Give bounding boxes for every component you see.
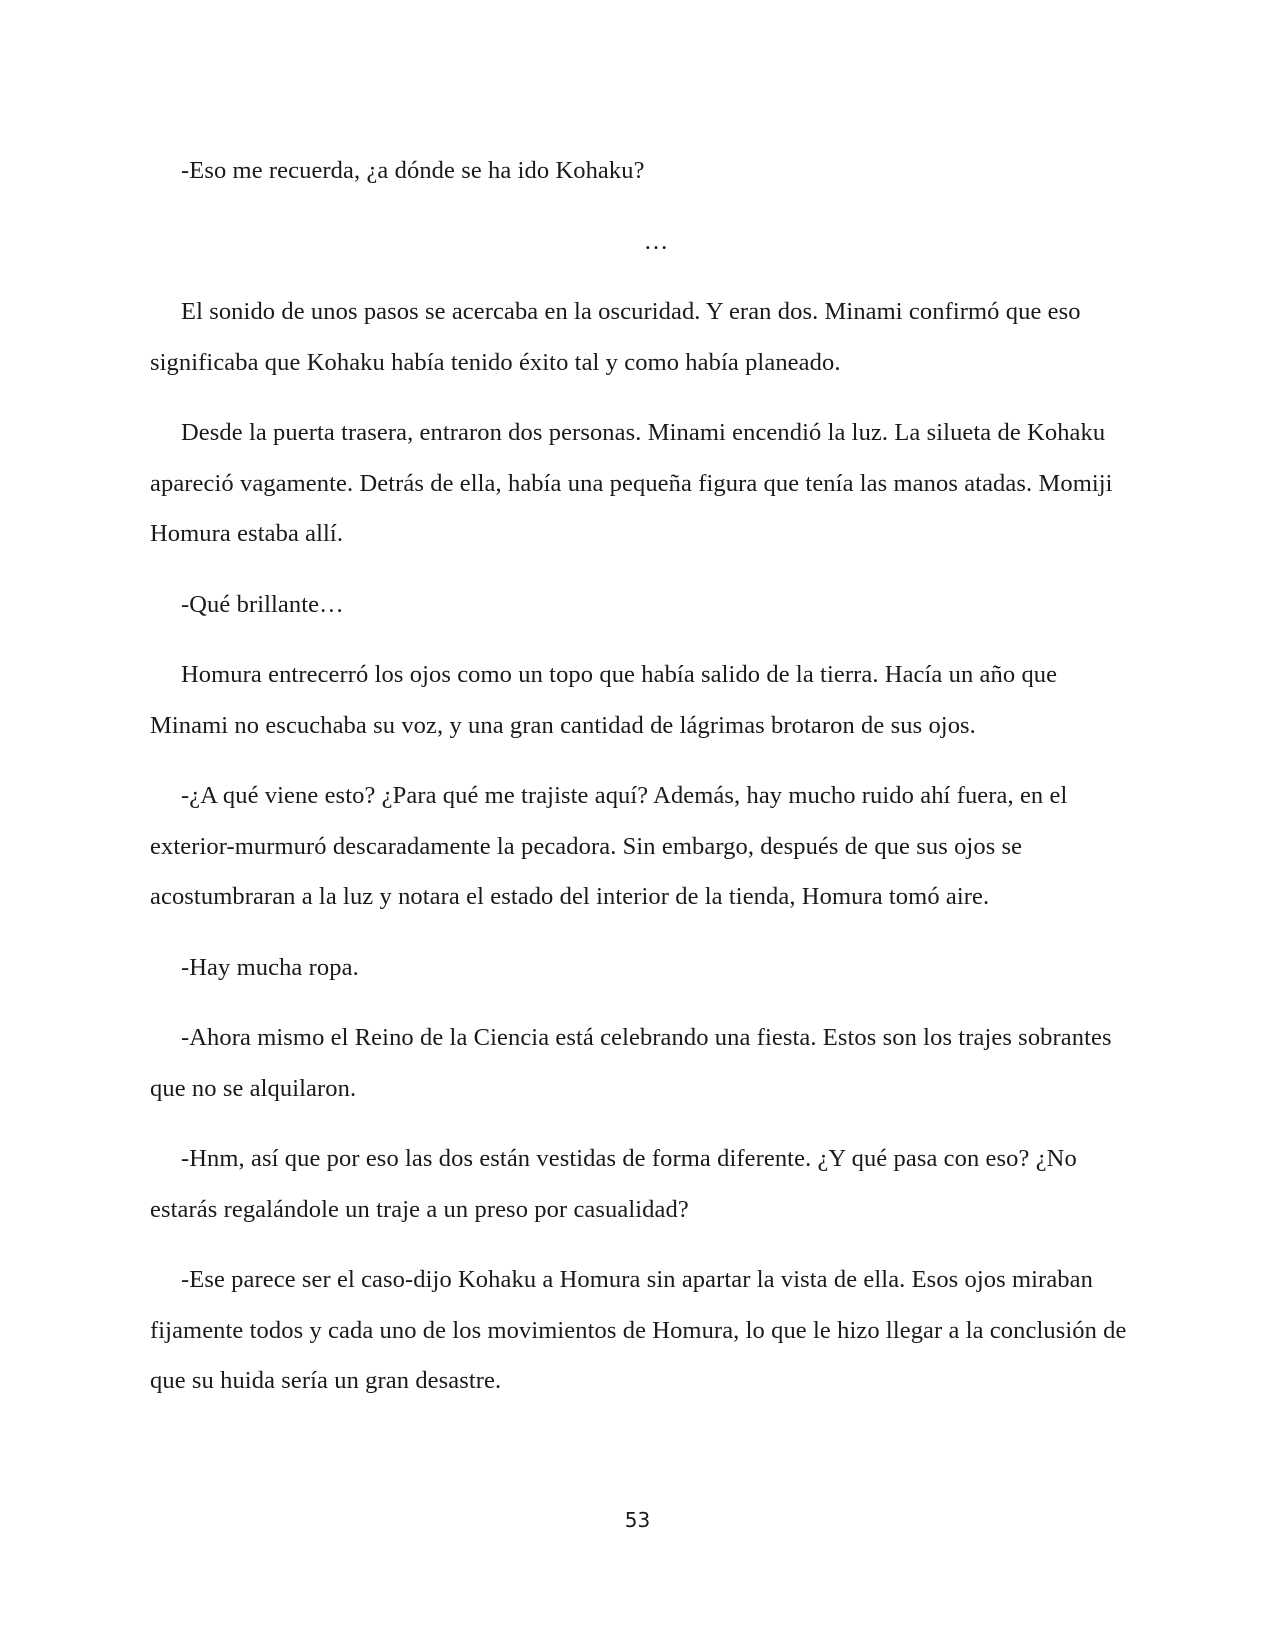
page-number: 53 (624, 1508, 651, 1532)
paragraph-8: -Ahora mismo el Reino de la Ciencia está celebrando una fiesta. Estos son los trajes sobrantes que no se alquilaron. (150, 1024, 1112, 1102)
paragraph-5: Homura entrecerró los ojos como un topo que había salido de la tierra. Hacía un año que Minami no escuchaba su voz, y una gran cantidad de lágrimas brotaron de sus ojos. (150, 661, 1058, 739)
paragraph-3: Desde la puerta trasera, entraron dos personas. Minami encendió la luz. La silueta de Kohaku apareció vagamente. Detrás de ella, había una pequeña figura que tenía las manos atadas. Momiji Homura estaba allí. (150, 419, 1113, 547)
paragraph-9: -Hnm, así que por eso las dos están vestidas de forma diferente. ¿Y qué pasa con eso? ¿No estarás regalándole un traje a un preso por casualidad? (150, 1145, 1077, 1223)
paragraph-4: -Qué brillante… (181, 590, 344, 618)
paragraph-7: -Hay mucha ropa. (181, 953, 359, 981)
paragraph-6: -¿A qué viene esto? ¿Para qué me trajiste aquí? Además, hay mucho ruido ahí fuera, en el exterior-murmuró descaradamente la pecadora. Sin embargo, después de que sus ojos se acostumbraran a la luz y notara el estado del interior de la tienda, Homura tomó aire. (150, 782, 1068, 910)
paragraph-1: -Eso me recuerda, ¿a dónde se ha ido Kohaku? (181, 157, 645, 184)
page-body (150, 146, 1132, 1427)
paragraph-2: El sonido de unos pasos se acercaba en la oscuridad. Y eran dos. Minami confirmó que eso significaba que Kohaku había tenido éxito tal y como había planeado. (150, 298, 1081, 376)
paragraph-10: -Ese parece ser el caso-dijo Kohaku a Homura sin apartar la vista de ella. Esos ojos miraban fijamente todos y cada uno de los movimientos de Homura, lo que le hizo llegar a la conclusión de que su huida sería un gran desastre. (150, 1266, 1127, 1394)
scene-break: … (643, 227, 669, 255)
